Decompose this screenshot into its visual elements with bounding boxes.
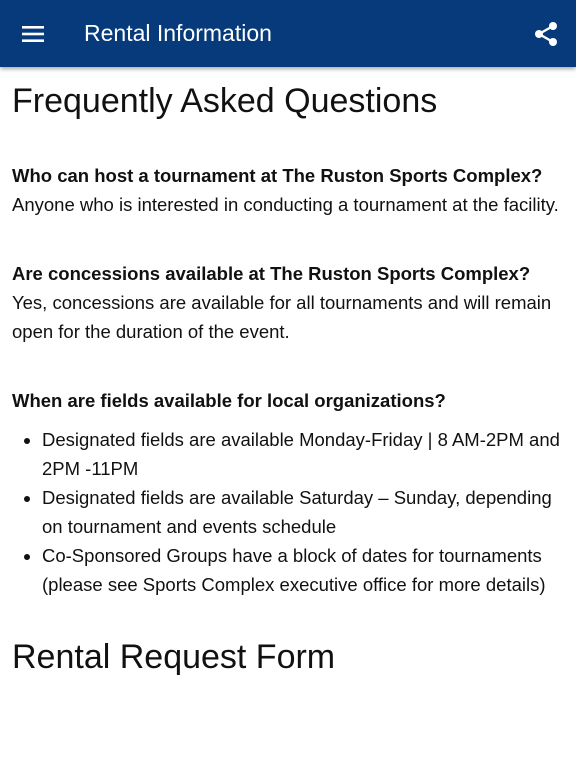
section-heading-rental-form: Rental Request Form <box>12 638 336 676</box>
app-title: Rental Information <box>84 20 272 46</box>
faq-item <box>12 259 564 346</box>
share-icon <box>533 21 559 47</box>
page-heading: Frequently Asked Questions <box>12 82 438 120</box>
menu-button[interactable] <box>14 14 54 54</box>
faq-question: Are concessions available at The Ruston Sports Complex? <box>12 263 531 284</box>
faq-question: When are fields available for local organizations? <box>12 390 446 411</box>
content-area[interactable] <box>0 67 576 768</box>
faq-item <box>12 161 564 219</box>
faq-answer: Yes, concessions are available for all tournaments and will remain open for the duration of the event. <box>12 292 552 342</box>
faq-answer: Anyone who is interested in conducting a tournament at the facility. <box>12 194 559 215</box>
app-bar <box>0 0 576 67</box>
faq-answer-list <box>12 425 564 599</box>
faq-item <box>12 386 564 599</box>
hamburger-menu-icon <box>22 24 46 44</box>
faq-question: Who can host a tournament at The Ruston Sports Complex? <box>12 165 543 186</box>
share-button[interactable] <box>526 14 566 54</box>
list-item: • Designated fields are available Saturday – Sunday, depending on tournament and events schedule <box>42 483 564 541</box>
list-item: • Co-Sponsored Groups have a block of dates for tournaments (please see Sports Complex executive office for more details) <box>42 541 564 599</box>
list-item: • Designated fields are available Monday-Friday | 8 AM-2PM and 2PM -11PM <box>42 425 564 483</box>
